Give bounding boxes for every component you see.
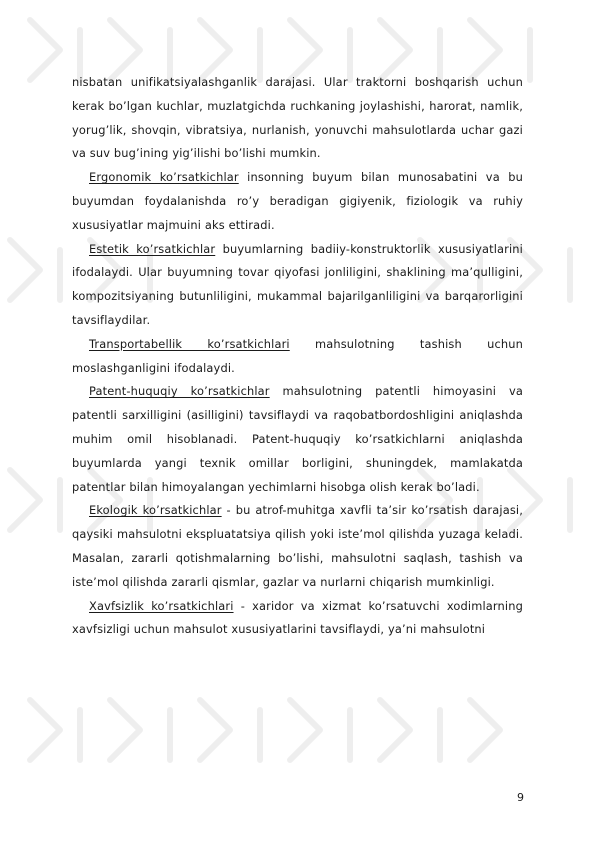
paragraph-text: nisbatan unifikatsiyalashganlik darajasi. Ular traktorni boshqarish uchun kerak bo’lgan kuchlar, muzlatgichda ruchkaning joylashishi, harorat, namlik, yorug’lik, shovqin, vibratsiya, nurlanish, yonuvchi mahsulotlarda uchar gazi va suv bug’ining yig’ilishi bo’lishi mumkin. [72,75,523,161]
paragraph-text: buyumlarning badiiy-konstruktorlik xususiyatlarini ifodalaydi. Ular buyumning tovar qiyofasi jonliligini, shaklining ma’qulligini, kompozitsiyaning butunliligini, mukammal bajarilganliligini va barqarorligini tavsiflaydilar. [72,241,523,327]
paragraph-ergonomic [72,166,523,237]
paragraph-continuation [72,71,523,166]
paragraph-patent-legal [72,380,523,499]
term-transportability: Transportabellik ko’rsatkichlari [89,336,290,351]
paragraph-aesthetic [72,238,523,333]
paragraph-safety [72,595,523,643]
paragraph-ecological [72,499,523,594]
term-patent-legal: Patent-huquqiy ko’rsatkichlar [89,384,270,399]
term-ergonomic: Ergonomik ko’rsatkichlar [89,170,239,185]
paragraph-text: mahsulotning tashish uchun moslashganligini ifodalaydi. [72,336,523,375]
term-aesthetic: Estetik ko’rsatkichlar [89,241,216,256]
page-number: 9 [517,791,524,804]
paragraph-text: mahsulotning patentli himoyasini va patentli sarxilligini (asilligini) tavsiflaydi va raqobatbordoshligini aniqlashda muhim omil hisoblanadi. Patent-huquqiy ko’rsatkichlarni aniqlashda buyumlarda yangi texnik omillar borligini, shuningdek, mamlakatda patentlar bilan himoyalangan yechimlarni hisobga olish kerak bo’ladi. [72,384,524,494]
paragraph-transportability [72,333,523,381]
document-body [72,71,523,642]
term-ecological: Ekologik ko’rsatkichlar [89,503,222,518]
term-safety: Xavfsizlik ko’rsatkichlari [89,598,234,613]
paragraph-text: - xaridor va xizmat ko’rsatuvchi xodimlarning xavfsizligi uchun mahsulot xususiyatlarini tavsiflaydi, ya’ni mahsulotni [72,598,523,637]
paragraph-text: - bu atrof-muhitga xavfli ta’sir ko’rsatish darajasi, qaysiki mahsulotni ekspluatatsiya qilish yoki iste’mol qilishda yuzaga keladi. Masalan, zararli qotishmalarning bo’lishi, mahsulotni saqlash, tashish va iste’mol qilishda zararli qismlar, gazlar va nurlarni chiqarish mumkinligi. [72,503,523,589]
paragraph-text: insonning buyum bilan munosabatini va bu buyumdan foydalanishda ro’y beradigan gigiyenik, fiziologik va ruhiy xususiyatlar majmuini aks ettiradi. [72,170,524,232]
